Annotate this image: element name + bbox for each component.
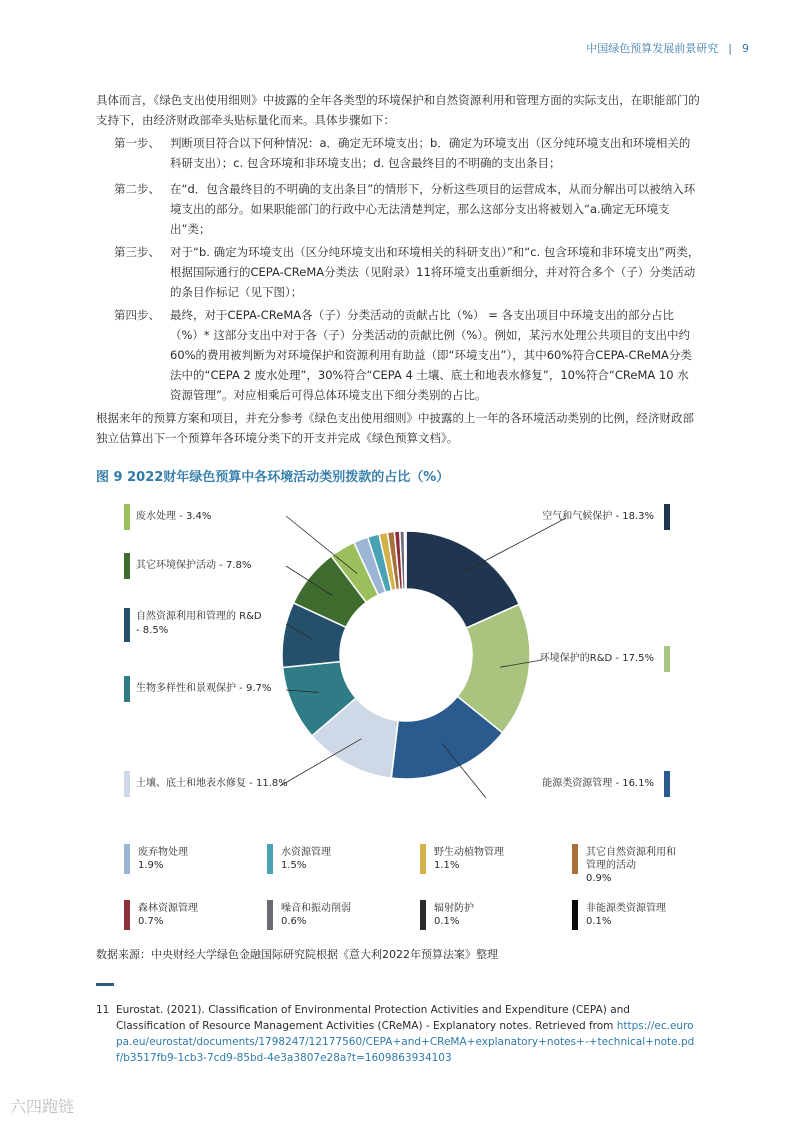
label-wastewater: 废水处理 - 3.4% <box>136 511 212 522</box>
label-natural-rd: 自然资源利用和管理的 R&D - 8.5% <box>136 611 262 636</box>
step-label: 第二步、 <box>114 182 160 196</box>
step-label: 第一步、 <box>114 136 160 150</box>
legend-value: 1.1% <box>434 860 460 871</box>
label-bar-air-climate <box>664 504 670 530</box>
legend-item <box>267 900 407 932</box>
label-bar-soil <box>124 771 130 797</box>
legend-swatch <box>572 844 578 874</box>
label-biodiversity: 生物多样性和景观保护 - 9.7% <box>136 683 272 694</box>
figure-title: 图 9 2022财年绿色预算中各环境活动类别拨款的占比（%） <box>96 470 450 485</box>
legend-item <box>572 844 684 884</box>
legend-value: 0.1% <box>434 916 460 927</box>
legend-value: 1.9% <box>138 860 164 871</box>
step-label: 第三步、 <box>114 245 160 259</box>
label-energy: 能源类资源管理 - 16.1% <box>542 778 654 789</box>
label-other-env: 其它环境保护活动 - 7.8% <box>136 560 252 571</box>
closing-paragraph: 根据来年的预算方案和项目，并充分参考《绿色支出使用细则》中披露的上一年的各环境活动类别的比例，经济财政部独立估算出下一个预算年各环境分类下的开支并完成《绿色预算文档》。 <box>96 411 694 445</box>
label-soil: 土壤、底土和地表水修复 - 11.8% <box>136 778 288 789</box>
legend-name: 其它自然资源利用和管理的活动 <box>586 847 676 871</box>
page-number: 9 <box>742 42 749 55</box>
legend-name: 水资源管理 <box>281 847 331 858</box>
label-bar-env-rd <box>664 646 670 672</box>
label-bar-natural-rd <box>124 608 130 642</box>
legend-value: 0.1% <box>586 916 612 927</box>
legend-swatch <box>267 844 273 874</box>
legend-item <box>420 900 560 932</box>
legend-name: 森林资源管理 <box>138 903 198 914</box>
donut-chart <box>96 490 700 820</box>
legend-swatch <box>572 900 578 930</box>
legend-swatch <box>420 844 426 874</box>
footnote-link[interactable]: https://ec.europa.eu/eurostat/documents/1798247/12177560/CEPA+and+CReMA+explanatory+notes+-+technical+note.pdf/b3517fb9-1cb3-7cd9-85bd-4e3a3807e28a?t=1609863934103 <box>116 1020 695 1064</box>
label-bar-biodiversity <box>124 676 130 702</box>
legend-value: 1.5% <box>281 860 307 871</box>
step-1 <box>114 133 700 173</box>
step-text: 最终，对于CEPA-CReMA各（子）分类活动的贡献占比（%） = 各支出项目中环境支出的部分占比（%）* 这部分支出中对于各（子）分类活动的贡献比例（%）。例如，某污水处理公共项目的支出中约60%的费用被判断为对环境保护和资源利用有助益（即“环境支出”），其中60%符合CEPA-CReMA分类法中的“CEPA 2 废水处理”，30%符合“CEPA 4 土壤、底土和地表水修复”，10%符合“CReMA 10 水资源管理”。对应相乘后可得总体环境支出下细分类别的占比。 <box>170 308 692 402</box>
step-label: 第四步、 <box>114 308 160 322</box>
footnote-number: 11 <box>96 1004 110 1016</box>
legend-swatch <box>124 844 130 874</box>
footnote-text: Eurostat. (2021). Classification of Environmental Protection Activities and Expenditure (CEPA) and Classification of Resource Management Activities (CReMA) - Explanatory notes. Retrieved from <box>116 1004 630 1032</box>
step-text: 判断项目符合以下何种情况：a．确定无环境支出；b．确定为环境支出（区分纯环境支出和环境相关的科研支出）；c. 包含环境和非环境支出；d. 包含最终目的不明确的支出条目； <box>170 136 691 170</box>
step-2 <box>114 179 700 239</box>
step-text: 在“d．包含最终目的不明确的支出条目”的情形下，分析这些项目的运营成本，从而分解出可以被纳入环境支出的部分。如果职能部门的行政中心无法清楚判定，那么这部分支出将被划入“a.确定无环境支出”类； <box>170 182 696 236</box>
legend-item <box>124 900 264 932</box>
watermark: 六四跑链 <box>10 1097 75 1116</box>
legend-name: 废弃物处理 <box>138 847 188 858</box>
running-header <box>586 40 749 56</box>
legend-item <box>420 844 560 876</box>
legend-name: 噪音和振动削弱 <box>281 903 351 914</box>
legend-swatch <box>420 900 426 930</box>
label-bar-other-env <box>124 553 130 579</box>
label-bar-wastewater <box>124 504 130 530</box>
intro-paragraph: 具体而言，《绿色支出使用细则》中披露的全年各类型的环境保护和自然资源利用和管理方面的实际支出，在职能部门的支持下，由经济财政部牵头贴标量化而来。具体步骤如下： <box>96 93 700 127</box>
leader-line-0 <box>458 518 566 575</box>
legend-value: 0.6% <box>281 916 307 927</box>
legend-item <box>267 844 407 876</box>
legend-name: 野生动植物管理 <box>434 847 504 858</box>
legend <box>124 844 684 930</box>
step-4 <box>114 305 700 405</box>
legend-name: 辐射防护 <box>434 903 474 914</box>
legend-item <box>572 900 684 932</box>
header-separator: | <box>728 42 732 55</box>
legend-item <box>124 844 264 876</box>
legend-value: 0.9% <box>586 873 612 884</box>
legend-value: 0.7% <box>138 916 164 927</box>
step-text: 对于“b. 确定为环境支出（区分纯环境支出和环境相关的科研支出）”和“c. 包含环境和非环境支出”两类，根据国际通行的CEPA-CReMA分类法（见附录）11将环境支出重新细分，并对符合多个（子）分类活动的条目作标记（见下图）； <box>170 245 700 299</box>
legend-swatch <box>124 900 130 930</box>
step-3 <box>114 242 700 302</box>
footnote <box>96 1002 700 1066</box>
legend-swatch <box>267 900 273 930</box>
header-title: 中国绿色预算发展前景研究 <box>586 42 719 55</box>
label-bar-energy <box>664 771 670 797</box>
legend-name: 非能源类资源管理 <box>586 903 666 914</box>
slice-15 <box>405 531 406 589</box>
label-env-rd: 环境保护的R&D - 17.5% <box>539 653 654 664</box>
footnote-rule <box>96 983 114 986</box>
label-air-climate: 空气和气候保护 - 18.3% <box>542 511 654 522</box>
data-source: 数据来源：中央财经大学绿色金融国际研究院根据《意大利2022年预算法案》整理 <box>96 948 498 961</box>
